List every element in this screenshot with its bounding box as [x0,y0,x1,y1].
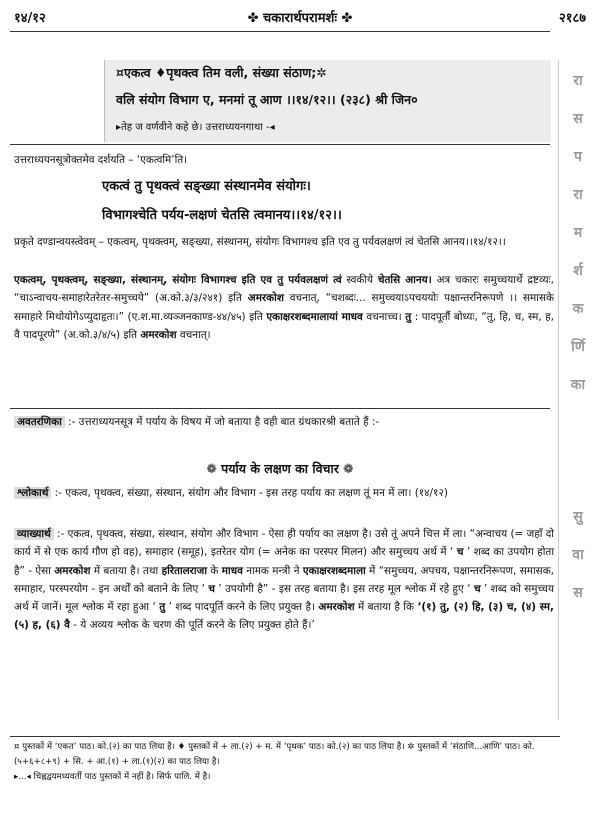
page-header [10,8,590,30]
margin-line [558,60,559,720]
vyakhyartha-paragraph: व्याख्यार्थ :- एकत्व, पृथक्त्व, संख्या, संस्थान, संयोग और विभाग - ऐसा ही पर्याय का लक्षण है। उसे तूं अपने चित्त में ला। “अन्वाचय (= जहाँ दो कार्य में से एक कार्य गौण हो वह), समाहार (समूह), इतरेतर योग (= अनेक का परस्पर मिलन) और समुच्चय अर्थ में ‘ च ’ शब्द का उपयोग होता है” - ऐसा अमरकोश में बताया है। तथा हरितालराजा के माधव नामक मन्त्री ने एकाक्षरशब्दमाला में “समुच्चय, अपचय, पक्षान्तरनिरूपण, समासक, समाहार, परस्परयोग - इन अर्थों को बताने के लिए ‘ च ’ उपयोगी है” - इस तरह बताया है। इस तरह मूल श्लोक में रहे हुए ‘ च ’ शब्द को समुच्चय अर्थ में जानें। मूल श्लोक में रहा हुआ ‘ तु ’ शब्द पादपूर्ति करने के लिए प्रयुक्त है। अमरकोश में बताया है कि ‘(१) तु, (२) हि, (३) च, (४) स्म, (५) ह, (६) वै - ये अव्यय श्लोक के चरण की पूर्ति करने के लिए प्रयुक्त होते हैं।’ [14,528,555,632]
footnotes [14,740,562,785]
footnote-2: ▸...◂ चिह्नद्वयमध्यवर्ती पाठ पुस्तकों में नहीं है। सिर्फ पालि. में है। [14,772,211,782]
footnote-rule [10,736,560,737]
header-title: ✤ चकारार्थपरामर्शः ✤ [247,11,353,26]
verse-line-1: ¤एकत्व ♦पृथक्त्व तिम वली, संख्या संठाण;✲ [116,65,327,80]
margin-title-top: रा स प रा म र्श क र्णि का [570,73,586,393]
vyakhyartha-label: व्याख्यार्थ [14,528,54,540]
avataranika-label: अवतरणिका [14,416,65,428]
header-rule [10,31,550,32]
commentary-paragraph: एकत्वम्, पृथक्त्वम्, सङ्ख्या, संस्थानम्, संयोगः विभागश्च इति एव तु पर्यवलक्षणं त्वं स्वकीये चेतसि आनय। अत्र चकारः समुच्चयार्थे द्रष्टव्यः, “चाऽन्वाचय-समाहारेतरेतर-समुच्चये” (अ.को.३/३/२४१) इति अमरकोश वचनात्, “चशब्दः... समुच्चयाऽपचययोः पक्षान्तरनिरूपणे ।। समासके समाहारे मिथोयोगेऽप्युदाहृतः।” (ए.श.मा.व्यञ्जनकाण्ड-४४/४५) इति एकाक्षरशब्दमालायां माधव वचनाच्च। तु : पादपूर्तौ बोध्यः, “तु, हि, च, स्म, ह, वै पादपूरणे” (अ.को.३/४/५) इति अमरकोश वचनात्। [14,274,554,341]
shlokartha-label: श्लोकार्थ [14,487,51,499]
footnote-1: ¤ पुस्तकों में ‘एकत’ पाठ। को.(२) का पाठ लिया है। ♦ पुस्तकों में + ला.(२) + म. में ‘पृथक’ पाठ। को.(२) का पाठ लिया है। ✲ पुस्तकों में ‘संठाणि...आणि’ पाठ। को.(५+६+८+९) + सि. + आ.(१) + ला.(१)(२) का पाठ लिया है। [14,742,535,767]
verse-line-2: वलि संयोग विभाग ए, मनमां तू आण ।।१४/१२।। (२३८) श्री जिन० [116,92,418,107]
sanskrit-verse-line-2: विभागश्चेति पर्यय-लक्षणं चेतसि त्वमानय।।१४/१२।। [102,208,342,223]
header-page-number: २१८७ [558,11,586,26]
prakrite-paragraph: प्रकृते दण्डान्वयस्त्वेवम् – एकत्वम्, पृथक्त्वम्, सङ्ख्या, संस्थानम्, संयोगः विभागश्च इति एव तु पर्यवलक्षणं त्वं चेतसि आनय।।१४/१२।। [14,236,506,248]
verse-note: ▸तेह ज वर्णवीने कहे छे। उत्तराध्ययनगाथा -◂ [116,122,275,133]
verse-rule [10,144,550,145]
sanskrit-verse-line-1: एकत्वं तु पृथक्त्वं सङ्ख्या संस्थानमेव संयोगः। [102,179,311,194]
header-verse-ref: १४/१२ [14,11,46,26]
shlokartha-paragraph: श्लोकार्थ :- एकत्व, पृथक्त्व, संख्या, संस्थान, संयोग और विभाग - इस तरह पर्याय का लक्षण तूं मन में ला। (१४/१२) [14,484,554,502]
avataranika-paragraph: अवतरणिका :- उत्तराध्ययनसूत्र में पर्याय के विषय में जो बताया है वही बात ग्रंथकारश्री बताते हैं :- [14,413,554,431]
commentary-rule [10,408,550,409]
sanskrit-intro: उत्तराध्ययनसूत्रोक्तमेव दर्शयति – ‘एकत्वमि’ति। [14,154,188,166]
margin-title-bottom: सु वा स [572,509,584,601]
section-heading: ❁ पर्याय के लक्षण का विचार ❁ [206,461,354,476]
